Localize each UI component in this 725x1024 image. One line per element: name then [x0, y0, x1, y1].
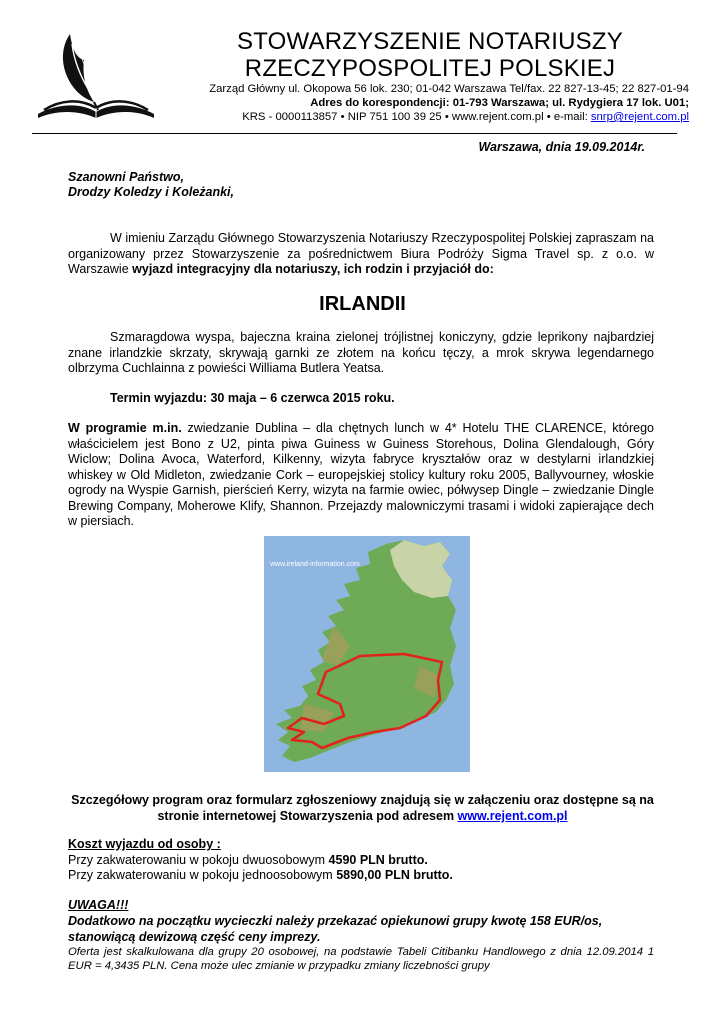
greeting	[68, 170, 234, 200]
header-divider	[32, 133, 677, 134]
cost-single-value: 5890,00 PLN brutto.	[336, 868, 453, 882]
warning-text: Dodatkowo na początku wycieczki należy przekazać opiekunowi grupy kwotę 158 EUR/os, stanowiącą dewizową część ceny imprezy.	[68, 914, 603, 944]
ireland-route-map	[264, 536, 470, 772]
program-label: W programie m.in.	[68, 421, 182, 435]
trip-term: Termin wyjazdu: 30 maja – 6 czerwca 2015 roku.	[110, 391, 395, 405]
pricing-note: Oferta jest skalkulowana dla grupy 20 osobowej, na podstawie Tabeli Citibanku Handlowego z dnia 12.09.2014 1 EUR = 4,3435 PLN. Cena może ulec zmianie w przypadku zmiany liczebności grupy	[68, 946, 654, 972]
destination-title: IRLANDII	[319, 293, 406, 315]
description-text: Szmaragdowa wyspa, bajeczna kraina zielonej trójlistnej koniczyny, gdzie leprikony najbardziej znane irlandzkie skrzaty, skrywają garnki ze złotem na końcu tęczy, a mrok skrywa legendarnego olbrzyma Cuchlainna z powieści Williama Butlera Yeatsa.	[68, 330, 654, 375]
association-logo-icon	[36, 30, 156, 122]
organization-name-line2: RZECZYPOSPOLITEJ POLSKIEJ	[244, 55, 616, 82]
program-paragraph	[68, 421, 654, 530]
details-note	[60, 792, 665, 824]
greeting-line2: Drodzy Koledzy i Koleżanki,	[68, 185, 235, 199]
intro-text: W imieniu Zarządu Głównego Stowarzyszenia Notariuszy Rzeczypospolitej Polskiej zapraszam na organizowany przez Stowarzyszenie za pośrednictwem Biura Podróży Sigma Travel sp. z o.o. w Warszawie	[68, 231, 654, 276]
website-link[interactable]: www.rejent.com.pl	[457, 809, 568, 823]
warning-heading: UWAGA!!!	[68, 898, 129, 912]
header-address: Zarząd Główny ul. Okopowa 56 lok. 230; 01-042 Warszawa Tel/fax. 22 827-13-45; 22 827-01-94	[209, 83, 689, 95]
cost-double-label: Przy zakwaterowaniu w pokoju dwuosobowym	[68, 853, 329, 867]
registry-text: KRS - 0000113857 • NIP 751 100 39 25 • www.rejent.com.pl • e-mail:	[242, 111, 591, 123]
organization-name-line1: STOWARZYSZENIE NOTARIUSZY	[237, 28, 623, 55]
program-text: zwiedzanie Dublina – dla chętnych lunch w 4* Hotelu THE CLARENCE, którego właścicielem jest Bono z U2, pinta piwa Guiness w Guiness Storehous, Dolina Glendalough, Góry Wiclow; Dolina Avoca, Waterford, Kilkenny, wizyta fabryce kryształów oraz w destylarni irlandzkiej whiskey w Old Midleton, zwiedzanie Cork – europejskiej stolicy kultury roku 2005, Ballyvourney, włoskie ogrody na Wyspie Garnish, pierścień Kerry, wizyta na farmie owiec, półwysep Dingle – zwiedzanie Dingle Brewing Company, Moherowe Klify, Shannon. Przejazdy malowniczymi trasami i widoki zapierające dech w piersiach.	[68, 421, 654, 528]
description-paragraph	[68, 330, 654, 377]
cost-double-room	[68, 853, 428, 867]
map-watermark: www.ireland-information.com	[270, 561, 360, 568]
email-link[interactable]: snrp@rejent.com.pl	[590, 111, 689, 123]
greeting-line1: Szanowni Państwo,	[68, 170, 184, 184]
cost-heading: Koszt wyjazdu od osoby :	[68, 837, 221, 851]
header-registry-info	[159, 110, 689, 124]
header-correspondence-address: Adres do korespondencji: 01-793 Warszawa; ul. Rydygiera 17 lok. U01;	[310, 97, 689, 109]
cost-single-room	[68, 868, 453, 882]
letter-date: Warszawa, dnia 19.09.2014r.	[478, 140, 645, 154]
intro-paragraph	[68, 231, 654, 278]
cost-double-value: 4590 PLN brutto.	[328, 853, 428, 867]
cost-single-label: Przy zakwaterowaniu w pokoju jednoosobowym	[68, 868, 337, 882]
details-text: Szczegółowy program oraz formularz zgłoszeniowy znajdują się w załączeniu oraz dostępne są na stronie internetowej Stowarzyszenia pod adresem	[71, 793, 654, 823]
intro-bold-text: wyjazd integracyjny dla notariuszy, ich rodzin i przyjaciół do:	[132, 262, 494, 276]
